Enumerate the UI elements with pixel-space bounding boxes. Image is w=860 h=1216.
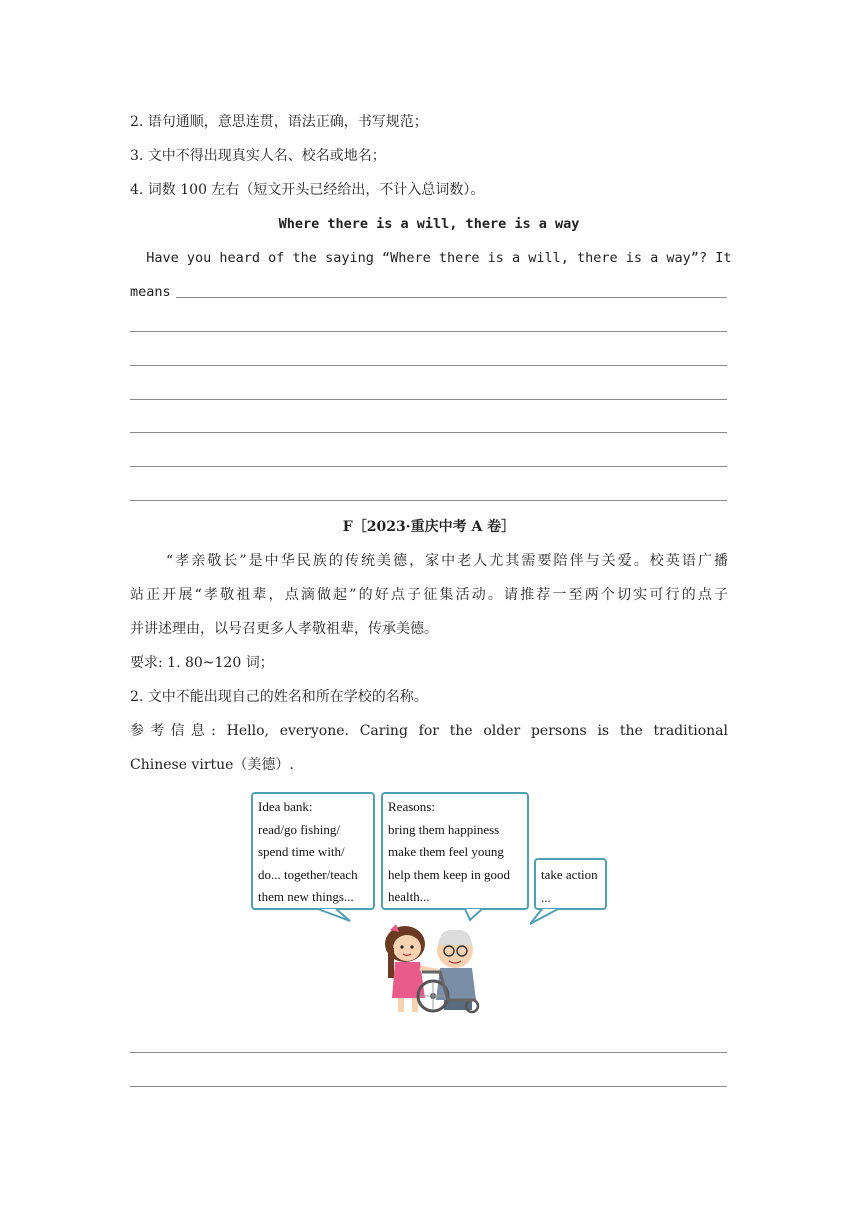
- requirement-line-2: 2. 语句通顺，意思连贯，语法正确，书写规范；: [130, 114, 428, 130]
- requirement-no-names: 2. 文中不能出现自己的姓名和所在学校的名称。: [130, 689, 428, 705]
- requirement-word-count: 要求: 1. 80~120 词；: [130, 655, 274, 671]
- essay-opening-line1: Have you heard of the saying “Where there is a will, there is a way”? It: [130, 250, 732, 266]
- reasons-line: help them keep in good: [388, 866, 511, 882]
- reference-info-line1: 参考信息: Hello, everyone. Caring for the older persons is the traditional: [130, 723, 728, 739]
- idea-bank-line: spend time with/: [258, 844, 345, 859]
- reasons-line: make them feel young: [388, 844, 504, 859]
- idea-bank-line: Idea bank:: [258, 799, 313, 814]
- reference-info-line2: Chinese virtue（美德）.: [130, 757, 294, 773]
- writing-line[interactable]: [130, 1086, 727, 1087]
- writing-line[interactable]: [130, 1052, 727, 1053]
- girl-pushing-grandpa-wheelchair-icon: [385, 924, 478, 1012]
- requirement-line-3: 3. 文中不得出现真实人名、校名或地名；: [130, 148, 386, 164]
- take-action-line: ...: [541, 889, 551, 905]
- reasons-line: Reasons:: [388, 799, 435, 814]
- section-f-heading: F［2023·重庆中考 A 卷］: [342, 519, 516, 535]
- reasons-line: bring them happiness: [388, 821, 500, 837]
- bubble-tails-icon: [318, 909, 558, 924]
- essay-title: Where there is a will, there is a way: [278, 216, 580, 232]
- prompt-line-3: 并讲述理由，以号召更多人孝敬祖辈，传承美德。: [130, 621, 438, 637]
- idea-bank-line: them new things...: [258, 889, 354, 904]
- idea-bank-line: read/go fishing/: [258, 821, 340, 837]
- take-action-line: take action: [541, 867, 598, 882]
- requirement-line-4: 4. 词数 100 左右（短文开头已经给出，不计入总词数）。: [130, 182, 485, 198]
- idea-bank-line: do... together/teach: [258, 866, 358, 882]
- reasons-line: health...: [388, 889, 430, 904]
- prompt-line-1: “孝亲敬长”是中华民族的传统美德，家中老人尤其需要陪伴与关爱。校英语广播: [166, 553, 728, 569]
- prompt-line-2: 站正开展“孝敬祖辈，点滴做起”的好点子征集活动。请推荐一至两个切实可行的点子: [130, 587, 728, 603]
- essay-opening-line2: means: [130, 284, 171, 300]
